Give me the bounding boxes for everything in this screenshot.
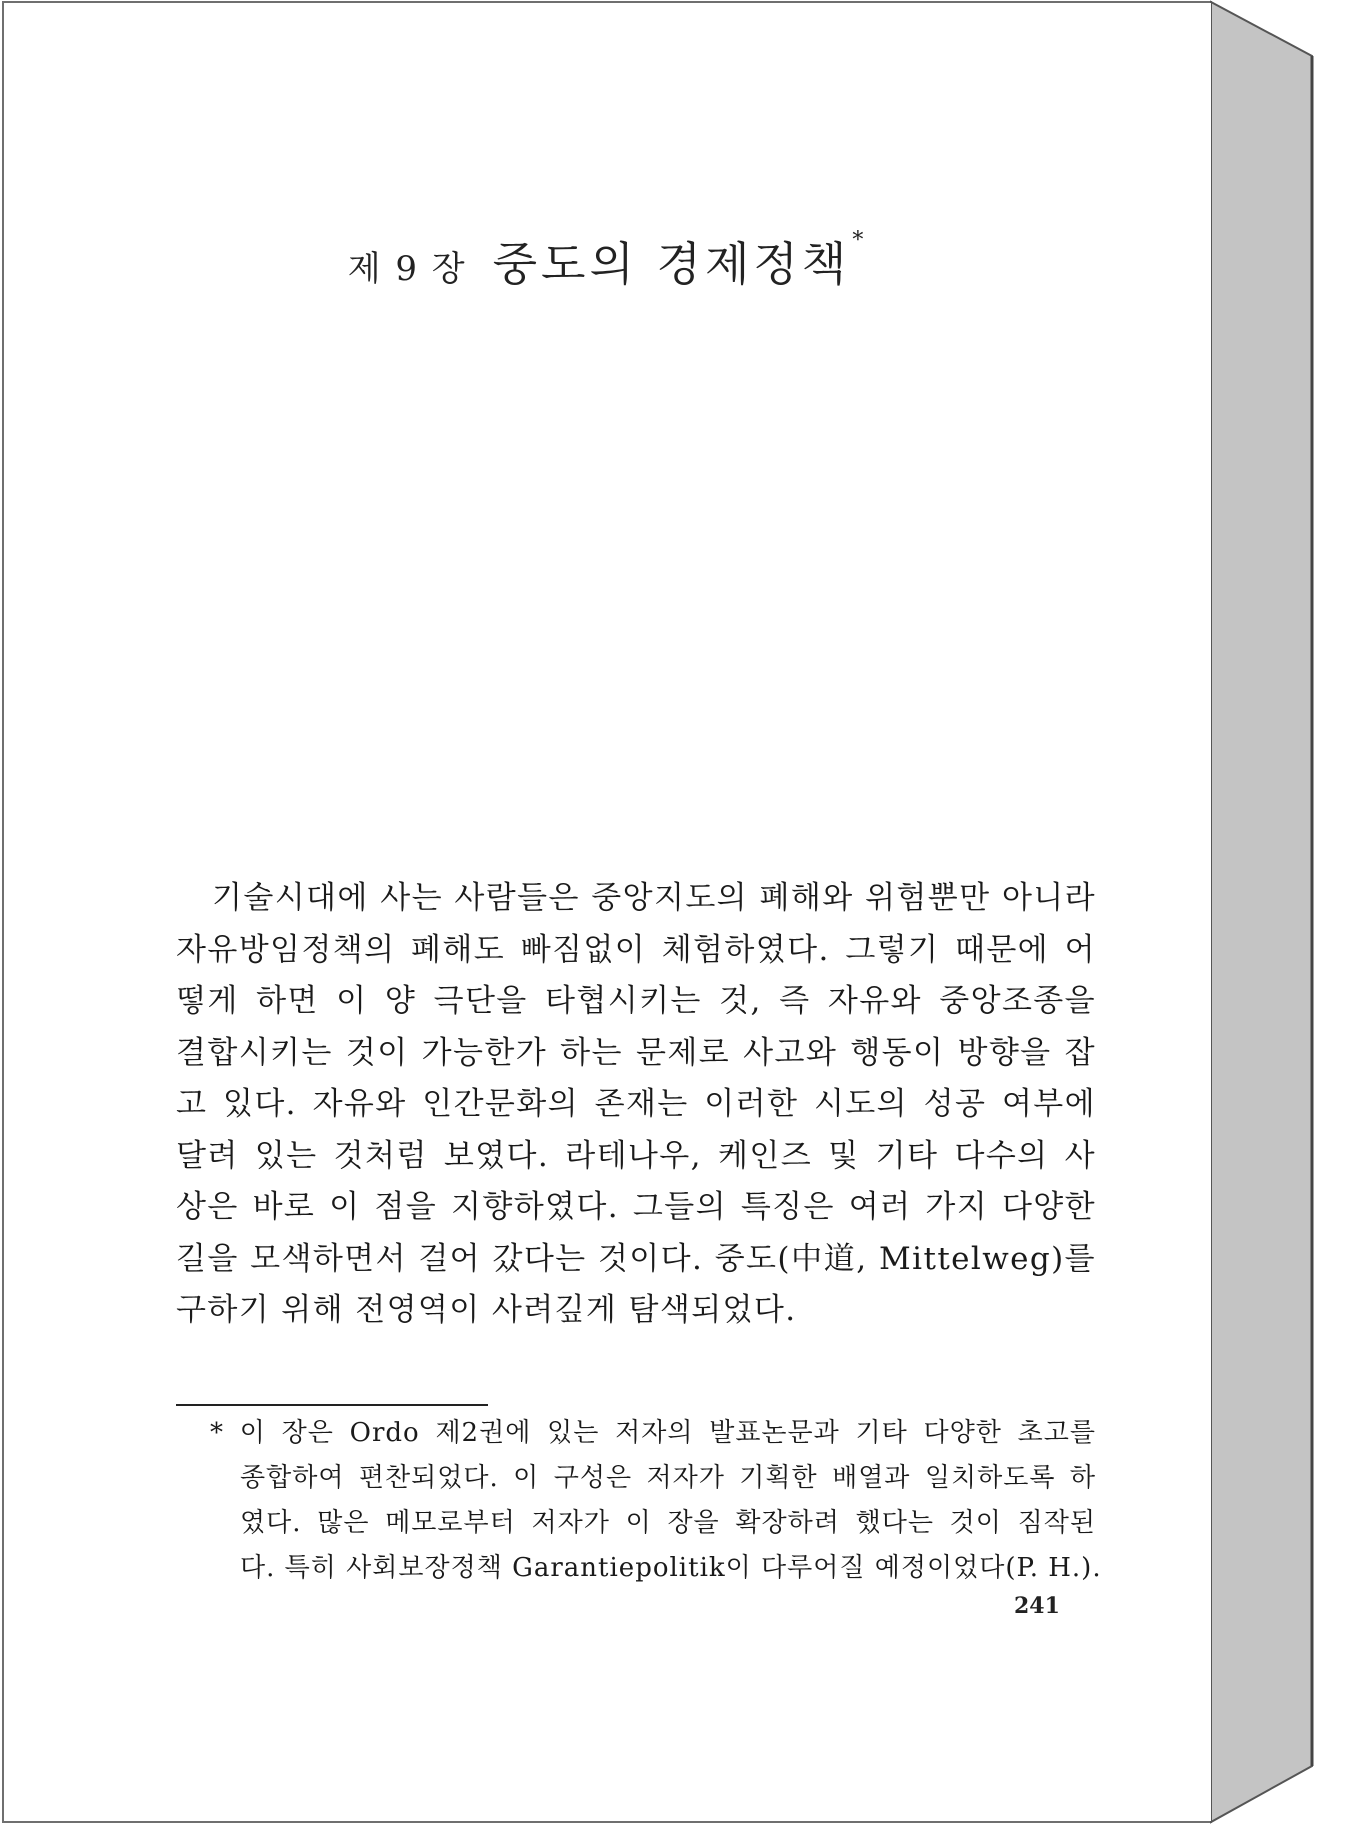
- body-line: 결합시키는 것이 가능한가 하는 문제로 사고와 행동이 방향을 잡: [176, 1034, 1096, 1071]
- page: [4, 3, 1211, 1821]
- footnote: [210, 1411, 1102, 1591]
- chapter-title: 중도의 경제정책: [492, 237, 851, 291]
- chapter-heading: [4, 228, 1211, 294]
- body-line: 상은 바로 이 점을 지향하였다. 그들의 특징은 여러 가지 다양한: [176, 1189, 1096, 1225]
- footnote-line: 였다. 많은 메모로부터 저자가 이 장을 확장하려 했다는 것이 짐작된: [240, 1508, 1096, 1538]
- body-line: 고 있다. 자유와 인간문화의 존재는 이러한 시도의 성공 여부에: [176, 1086, 1096, 1122]
- body-line: 기술시대에 사는 사람들은 중앙지도의 폐해와 위험뿐만 아니라: [212, 880, 1096, 916]
- page-number: 241: [1014, 1593, 1060, 1619]
- body-line: 달려 있는 것처럼 보였다. 라테나우, 케인즈 및 기타 다수의 사: [176, 1137, 1096, 1174]
- footnote-line: * 이 장은 Ordo 제2권에 있는 저자의 발표논문과 기타 다양한 초고를: [210, 1418, 1096, 1448]
- footnote-line: 다. 특히 사회보장정책 Garantiepolitik이 다루어질 예정이었다(P. H.).: [240, 1553, 1102, 1583]
- body-paragraph: [176, 873, 1096, 1337]
- footnote-divider: [176, 1404, 488, 1406]
- body-line: 길을 모색하면서 걸어 갔다는 것이다. 중도(中道, Mittelweg)를: [176, 1240, 1096, 1277]
- body-line: 구하기 위해 전영역이 사려깊게 탐색되었다.: [176, 1292, 797, 1328]
- footnote-line: 종합하여 편찬되었다. 이 구성은 저자가 기획한 배열과 일치하도록 하: [240, 1463, 1096, 1493]
- chapter-number: 제 9 장: [347, 249, 467, 289]
- body-line: 떻게 하면 이 양 극단을 타협시키는 것, 즉 자유와 중앙조종을: [176, 983, 1096, 1019]
- chapter-footnote-marker: *: [852, 228, 868, 253]
- body-line: 자유방임정책의 폐해도 빠짐없이 체험하였다. 그렇기 때문에 어: [176, 931, 1096, 968]
